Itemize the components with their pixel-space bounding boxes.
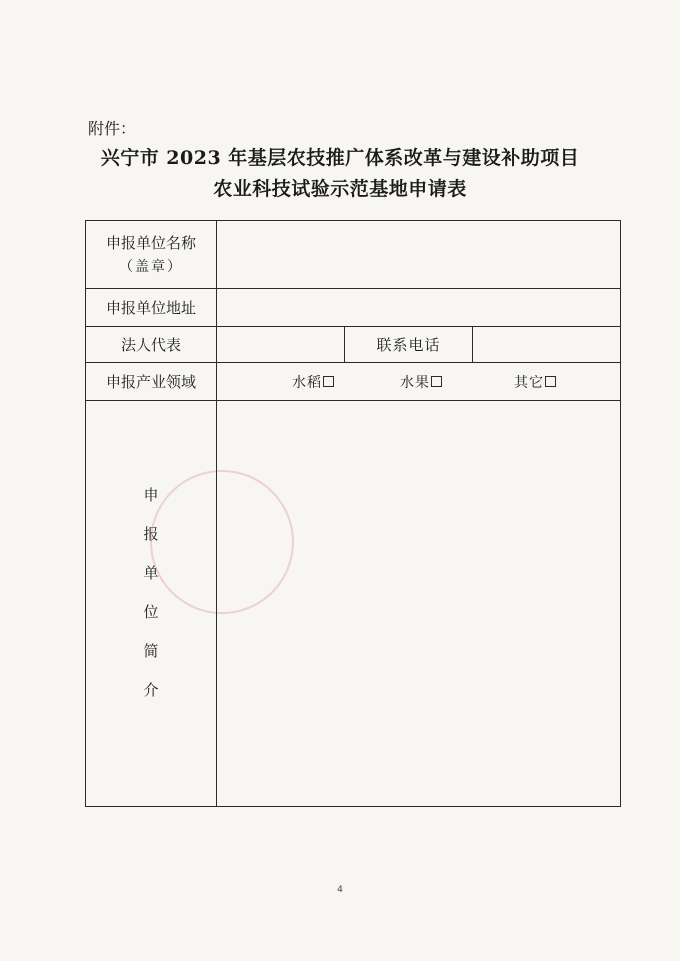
page-number: 4 [337,885,343,895]
industry-label: 申报产业领域 [86,363,217,401]
intro-char: 简 [143,641,159,660]
application-form-table [85,220,621,807]
option-fruit-label: 水果 [400,374,430,391]
option-rice[interactable] [292,372,334,392]
industry-options-cell [217,363,621,401]
option-other[interactable] [514,372,556,392]
intro-input-cell[interactable] [217,401,621,807]
checkbox-rice[interactable] [323,376,334,387]
legal-rep-label: 法人代表 [86,327,217,363]
form-title-line-2: 农业科技试验示范基地申请表 [213,178,467,200]
checkbox-other[interactable] [545,376,556,387]
intro-label-vertical [86,484,216,700]
unit-address-input-cell[interactable] [217,289,621,327]
option-fruit[interactable] [400,372,442,392]
option-rice-label: 水稻 [292,374,322,391]
legal-rep-input-cell[interactable] [217,327,345,363]
intro-char: 申 [143,485,159,504]
unit-name-label: 申报单位名称 [105,233,196,252]
unit-name-label-cell [86,221,217,289]
intro-label-cell [86,401,217,807]
checkbox-fruit[interactable] [431,376,442,387]
unit-name-input-cell[interactable] [217,221,621,289]
intro-char: 单 [143,563,159,582]
unit-name-note: （盖章） [119,258,183,275]
intro-char: 位 [143,602,159,621]
unit-address-label: 申报单位地址 [86,289,217,327]
option-other-label: 其它 [514,374,544,391]
industry-options [217,372,620,392]
form-title-line-1: 兴宁市 2023 年基层农技推广体系改革与建设补助项目 [100,147,580,169]
attachment-label: 附件： [88,119,137,138]
phone-input-cell[interactable] [473,327,621,363]
phone-label: 联系电话 [345,327,473,363]
intro-char: 介 [143,680,159,699]
intro-char: 报 [143,524,159,543]
